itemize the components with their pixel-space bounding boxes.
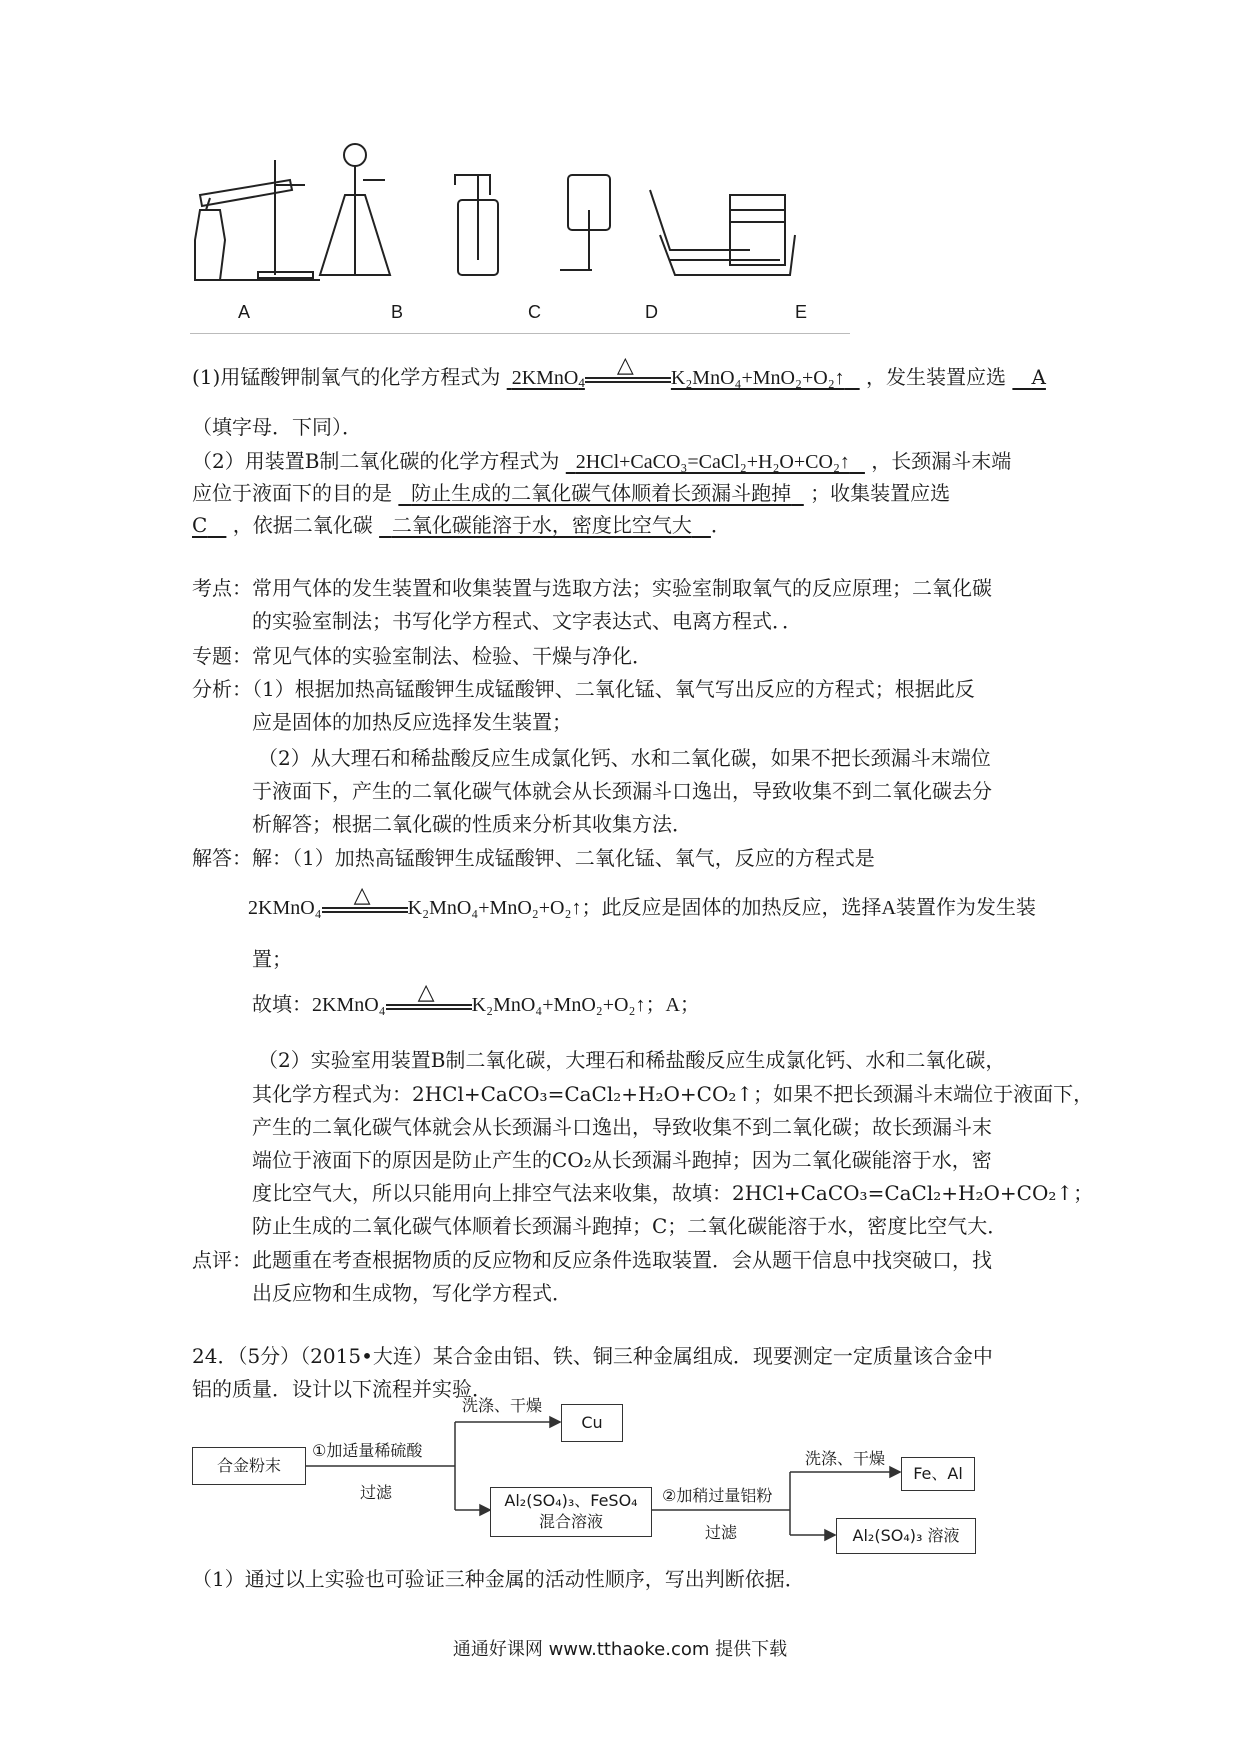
apparatus-a xyxy=(195,160,320,280)
kaodian-line2: 的实验室制法；书写化学方程式、文字表达式、电离方程式．． xyxy=(252,609,802,633)
q24-line1: 24．（5分）（2015•大连）某合金由铝、铁、铜三种金属组成．现要测定一定质量该合金中 xyxy=(192,1344,993,1368)
fenxi-line1: 分析：（1）根据加热高锰酸钾生成锰酸钾、二氧化锰、氧气写出反应的方程式；根据此反 xyxy=(192,677,975,701)
jieda-p2-line6: 防止生成的二氧化碳气体顺着长颈漏斗跑掉；C；二氧化碳能溶于水，密度比空气大． xyxy=(252,1214,1008,1238)
q2-line3: C ，依据二氧化碳 二氧化碳能溶于水，密度比空气大 ． xyxy=(192,513,731,537)
flow-box-cu: Cu xyxy=(561,1404,623,1442)
jieda-line1: 解答：解：（1）加热高锰酸钾生成锰酸钾、二氧化锰、氧气，反应的方程式是 xyxy=(192,846,875,870)
apparatus-d xyxy=(560,175,610,270)
jieda-p2-line5: 度比空气大，所以只能用向上排空气法来收集，故填：2HCl+CaCO₃=CaCl₂+H₂O+CO₂↑； xyxy=(252,1181,1094,1205)
fenxi-line5: 析解答；根据二氧化碳的性质来分析其收集方法． xyxy=(252,812,692,836)
kaodian-line1: 考点：常用气体的发生装置和收集装置与选取方法；实验室制取氧气的反应原理；二氧化碳 xyxy=(192,576,992,600)
dianping-line1: 点评：此题重在考查根据物质的反应物和反应条件选取装置．会从题干信息中找突破口，找 xyxy=(192,1248,992,1272)
apparatus-c xyxy=(455,175,498,275)
q1-line: (1)用锰酸钾制氧气的化学方程式为 2KMnO$_4$ △ K₂MnO₄+MnO₂+O₂↑ ，发生装置应选 A xyxy=(192,352,1046,390)
flow-box-feal: Fe、Al xyxy=(901,1457,975,1491)
q2-answer-basis: 二氧化碳能溶于水，密度比空气大 xyxy=(391,513,692,537)
footer: 通通好课网 www.tthaoke.com 提供下载 xyxy=(452,1639,788,1660)
apparatus-illustration xyxy=(180,140,1080,290)
heat-arrow-icon: △ xyxy=(386,997,472,1015)
jieda-p2-line2: 其化学方程式为：2HCl+CaCO₃=CaCl₂+H₂O+CO₂↑；如果不把长颈漏斗末端位于液面下， xyxy=(252,1082,1094,1106)
apparatus-label-b: B xyxy=(391,302,404,322)
heat-arrow-icon: △ xyxy=(322,900,408,918)
jieda-equation-line: 2KMnO₄ △ K₂MnO₄+MnO₂+O₂↑；此反应是固体的加热反应，选择A装置作为发生装 xyxy=(248,882,1036,919)
q2-answer-purpose: 防止生成的二氧化碳气体顺着长颈漏斗跑掉 xyxy=(411,481,792,505)
q2-equation: 2HCl+CaCO₃=CaCl₂+H₂O+CO₂↑ xyxy=(575,451,850,473)
flow-label-filter1: 过滤 xyxy=(360,1483,393,1502)
apparatus-e xyxy=(650,190,795,275)
flow-label-wash2: 洗涤、干燥 xyxy=(805,1449,886,1468)
apparatus-baseline xyxy=(190,333,850,334)
q2-line2: 应位于液面下的目的是 防止生成的二氧化碳气体顺着长颈漏斗跑掉 ；收集装置应选 xyxy=(192,481,951,505)
jieda-p2-line4: 端位于液面下的原因是防止产生的CO₂从长颈漏斗跑掉；因为二氧化碳能溶于水，密 xyxy=(252,1148,992,1172)
q1-answer: A xyxy=(1031,365,1046,389)
flow-label-step2: ②加稍过量铝粉 xyxy=(662,1486,773,1505)
flow-label-wash1: 洗涤、干燥 xyxy=(462,1396,543,1415)
q2-answer-collect: C xyxy=(192,513,208,537)
q1-note: （填字母．下同）． xyxy=(192,415,362,439)
jieda-p2-line1: （2）实验室用装置B制二氧化碳，大理石和稀盐酸反应生成氯化钙、水和二氧化碳， xyxy=(258,1048,1006,1072)
flow-box-mixture: Al₂(SO₄)₃、FeSO₄ 混合溶液 xyxy=(490,1487,652,1537)
dianping-line2: 出反应物和生成物，写化学方程式． xyxy=(252,1281,572,1305)
apparatus-label-d: D xyxy=(645,302,658,322)
fenxi-line2: 应是固体的加热反应选择发生装置； xyxy=(252,710,572,734)
fenxi-line3: （2）从大理石和稀盐酸反应生成氯化钙、水和二氧化碳，如果不把长颈漏斗末端位 xyxy=(258,746,991,770)
apparatus-b xyxy=(320,144,390,275)
flow-box-solution: Al₂(SO₄)₃ 溶液 xyxy=(836,1518,976,1554)
apparatus-label-e: E xyxy=(795,302,808,322)
q2-line1: （2）用装置B制二氧化碳的化学方程式为 2HCl+CaCO₃=CaCl₂+H₂O+CO₂↑ ，长颈漏斗末端 xyxy=(192,449,1012,473)
flow-box-alloy: 合金粉末 xyxy=(192,1447,306,1485)
jieda-p2-line3: 产生的二氧化碳气体就会从长颈漏斗口逸出，导致收集不到二氧化碳；故长颈漏斗末 xyxy=(252,1115,992,1139)
zhuanti-line: 专题：常见气体的实验室制法、检验、干燥与净化． xyxy=(192,644,652,668)
fenxi-line4: 于液面下，产生的二氧化碳气体就会从长颈漏斗口逸出，导致收集不到二氧化碳去分 xyxy=(252,779,992,803)
q24-sub1: （1）通过以上实验也可验证三种金属的活动性顺序，写出判断依据． xyxy=(192,1567,805,1591)
flow-label-step1: ①加适量稀硫酸 xyxy=(312,1441,423,1460)
jieda-line3: 置； xyxy=(252,947,292,971)
guotian-line: 故填：2KMnO₄ △ K₂MnO₄+MnO₂+O₂↑；A； xyxy=(252,979,700,1016)
apparatus-label-c: C xyxy=(528,302,541,322)
heat-arrow-icon: △ xyxy=(585,370,671,388)
q1-equation: 2KMnO$_4$ △ K₂MnO₄+MnO₂+O₂↑ xyxy=(511,352,845,390)
q24-line2: 铝的质量．设计以下流程并实验． xyxy=(192,1377,492,1401)
flow-label-filter2: 过滤 xyxy=(705,1523,738,1542)
apparatus-label-a: A xyxy=(238,302,251,322)
